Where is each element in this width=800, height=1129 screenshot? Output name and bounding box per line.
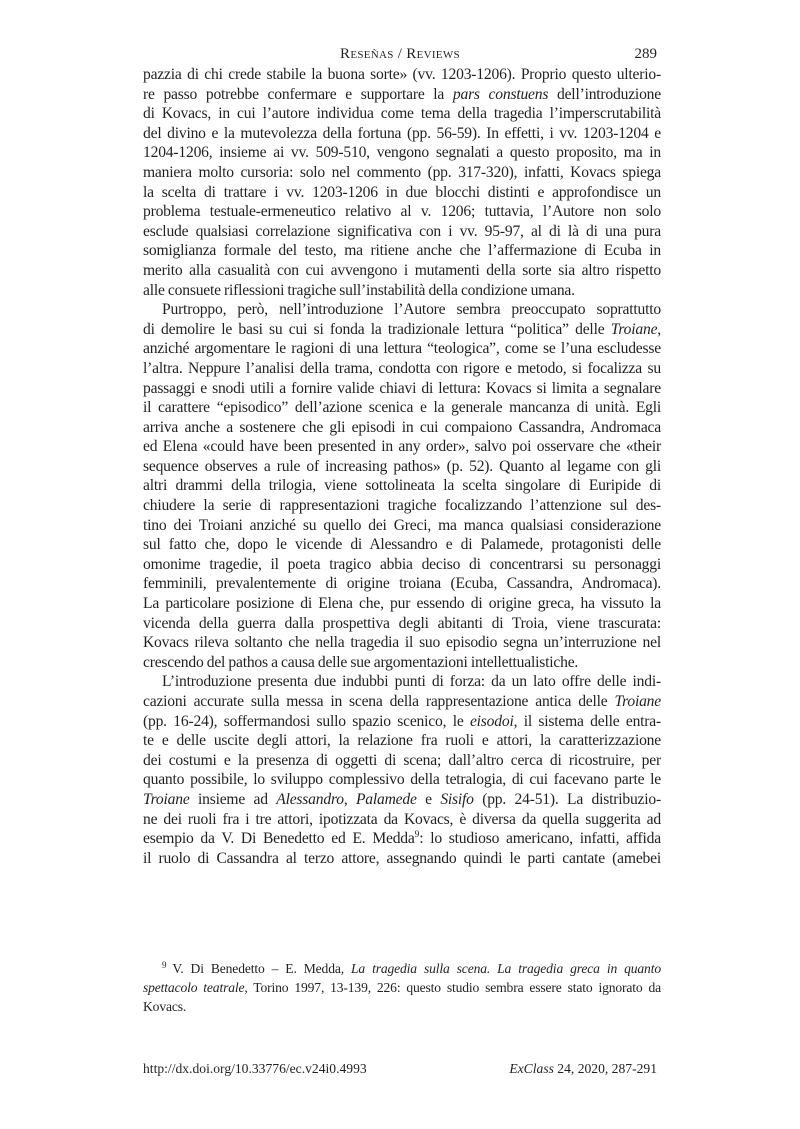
text-run: dell’introduzione	[548, 85, 661, 103]
text-line	[143, 535, 661, 555]
text-run: esclude qualsiasi correlazione significativa con i vv. 95-97, al di là di una pura	[143, 222, 661, 240]
text-run: Troiane	[143, 790, 190, 808]
text-run: femminili, prevalentemente di origine troiana (Ecuba, Cassandra, Andromaca).	[143, 575, 661, 593]
text-line	[143, 379, 661, 399]
footnote	[143, 959, 661, 1016]
text-line	[143, 241, 661, 261]
page-footer	[143, 1061, 657, 1081]
text-line	[143, 398, 661, 418]
text-run: ne dei ruoli fra i tre attori, ipotizzata da Kovacs, è diversa da quella suggerita ad	[143, 810, 661, 828]
text-run: somiglianza formale del testo, ma ritiene anche che l’affermazione di Ecuba in	[143, 242, 661, 260]
text-run: insieme ad	[189, 790, 277, 808]
text-line	[143, 359, 661, 379]
text-run: di demolire le basi su cui si fonda la tradizionale lettura “politica” delle	[143, 320, 611, 338]
text-run: Alessandro	[276, 790, 344, 808]
text-run: pazzia di chi crede stabile la buona sorte» (vv. 1203-1206). Proprio questo ulterio-	[143, 66, 661, 83]
text-run: la scelta di trattare i vv. 1203-1206 in due blocchi distinti e approfondisce un	[143, 183, 661, 201]
text-run: Troiane	[614, 693, 661, 710]
text-line	[143, 829, 661, 849]
text-run: ,	[343, 790, 356, 808]
text-run: alle consuete riflessioni tragiche sull’instabilità della condizione umana.	[143, 281, 575, 299]
text-run: tino dei Troiani anziché su quello dei Greci, ma manca qualsiasi considerazione	[143, 516, 661, 534]
paragraph	[143, 672, 661, 868]
text-run: 1204-1206, insieme ai vv. 509-510, vengono segnalati a questo proposito, ma in	[143, 144, 661, 162]
text-line	[143, 457, 661, 477]
journal-citation	[509, 1061, 657, 1077]
text-run: pars constuens	[452, 85, 549, 103]
text-run: spettacolo teatrale	[143, 980, 245, 995]
text-line	[143, 339, 661, 359]
text-run: La tragedia sulla scena. La tragedia greca in quanto	[351, 961, 661, 976]
text-run: maniera molto cursoria: solo nel commento (pp. 317-320), infatti, Kovacs spiega	[143, 163, 661, 181]
text-line	[143, 672, 661, 692]
text-line	[143, 770, 661, 790]
text-run: del divino e la mutevolezza della fortuna (pp. 56-59). In effetti, i vv. 1203-1204 e	[143, 124, 661, 142]
text-line	[143, 65, 661, 85]
text-run: ed Elena «could have been presented in any order», salvo poi osservare che «their	[143, 438, 661, 456]
text-line	[143, 104, 661, 124]
text-line	[143, 476, 661, 496]
text-run: V. Di Benedetto – E. Medda,	[172, 961, 351, 976]
text-line	[143, 555, 661, 575]
paragraph	[143, 300, 661, 672]
text-line	[143, 143, 661, 163]
running-title: Reseñas / Reviews	[340, 46, 460, 62]
text-run: ,	[657, 320, 661, 338]
text-run: sequence observes a rule of increasing pathos» (p. 52). Quanto al legame con gli	[143, 457, 661, 475]
footnote-ref: 9	[414, 830, 420, 841]
text-line	[143, 594, 661, 614]
text-line	[143, 163, 661, 183]
text-run: Kovacs.	[143, 999, 187, 1014]
text-run: sul fatto che, dopo le vicende di Alessandro e di Palamede, protagonisti delle	[143, 536, 661, 554]
text-run: il carattere “episodico” dell’azione scenica e la generale mancanza di unità. Egli	[143, 399, 661, 417]
text-run: Sisifo	[440, 790, 474, 808]
text-line	[143, 202, 661, 222]
text-run: Palamede	[355, 790, 417, 808]
paragraph	[143, 65, 661, 300]
text-run: te e delle uscite degli attori, la relazione fra ruoli e attori, la caratterizzazione	[143, 732, 661, 750]
text-run: esempio da V. Di Benedetto ed E. Medda	[143, 830, 415, 848]
text-run: (pp. 16-24), soffermandosi sullo spazio scenico, le	[143, 712, 470, 730]
doi-link[interactable]: http://dx.doi.org/10.33776/ec.v24i0.4993	[143, 1061, 367, 1076]
text-line	[143, 183, 661, 203]
text-run: omonime tragedie, il poeta tragico abbia deciso di concentrarsi su personaggi	[143, 555, 661, 573]
text-line	[143, 712, 661, 732]
text-line	[143, 692, 661, 712]
text-line	[143, 85, 661, 105]
text-run: arriva anche a sostenere che gli episodi in cui compaiono Cassandra, Andromaca	[143, 418, 661, 436]
text-run: Troiane	[610, 320, 658, 338]
text-run: quanto possibile, lo sviluppo complessivo della tetralogia, di cui facevano parte le	[143, 771, 661, 789]
text-line	[143, 281, 661, 301]
text-line	[143, 437, 661, 457]
text-line	[143, 320, 661, 340]
text-line	[143, 418, 661, 438]
text-run: vicenda della guerra dalla prospettiva degli abitanti di Troia, viene trascurata:	[143, 614, 661, 632]
footnote-line	[143, 959, 661, 978]
text-run: di Kovacs, in cui l’autore individua come tema della tragedia l’imperscrutabilità	[143, 105, 661, 123]
text-run: e	[416, 790, 441, 808]
text-run: anziché argomentare le ragioni di una lettura “teologica”, come se l’una escludesse	[143, 340, 661, 358]
text-run: , il sistema delle entra-	[513, 712, 662, 730]
text-run: Kovacs rileva soltanto che nella tragedia il suo episodio segna un’interruzione nel	[143, 634, 661, 652]
text-line	[143, 516, 661, 536]
page-number: 289	[634, 46, 657, 62]
body-text	[143, 65, 661, 868]
text-run: passaggi e snodi utili a fornire valide chiavi di lettura: Kovacs si limita a segnalare	[143, 379, 661, 397]
text-run: problema testuale-ermeneutico relativo al v. 1206; tuttavia, l’Autore non solo	[143, 203, 661, 221]
text-run: cazioni accurate sulla messa in scena della rappresentazione antica delle	[143, 693, 615, 710]
text-run: altri drammi della trilogia, viene sottolineata la scelta singolare di Euripide di	[143, 477, 661, 495]
text-line	[143, 849, 661, 869]
text-run: , Torino 1997, 13-139, 226: questo studio sembra essere stato ignorato da	[244, 980, 661, 995]
text-line	[143, 731, 661, 751]
journal-volume: 24, 2020, 287-291	[553, 1061, 657, 1076]
text-run: crescendo del pathos a causa delle sue argomentazioni intellettualistiche.	[143, 653, 579, 671]
text-run: dei costumi e la presenza di oggetti di scena; dall’altro cerca di ricostruire, per	[143, 751, 661, 769]
text-run: La particolare posizione di Elena che, pur essendo di origine greca, ha vissuto la	[143, 595, 661, 613]
text-run: eisodoi	[469, 712, 514, 730]
text-run: chiudere la serie di rappresentazioni tragiche focalizzando l’attenzione sul des-	[143, 497, 661, 515]
footnote-line	[143, 978, 661, 997]
text-run: merito alla casualità con cui avvengono i mutamenti della sorte sia altro rispetto	[143, 261, 661, 279]
footnote-line	[143, 997, 661, 1016]
text-run: l’altra. Neppure l’analisi della trama, condotta con rigore e metodo, si focalizza su	[143, 359, 661, 377]
text-run: re passo potrebbe confermare e supportare la	[143, 85, 453, 103]
text-run: (pp. 24-51). La distribuzio-	[473, 790, 661, 808]
text-line	[143, 810, 661, 830]
text-line	[143, 614, 661, 634]
journal-name: ExClass	[509, 1061, 554, 1076]
text-line	[143, 633, 661, 653]
text-line	[143, 300, 661, 320]
text-line	[143, 261, 661, 281]
text-run: il ruolo di Cassandra al terzo attore, assegnando quindi le parti cantate (amebei	[143, 849, 661, 867]
text-run: : lo studioso americano, infatti, affida	[419, 830, 662, 848]
footnote-number: 9	[162, 960, 167, 970]
text-line	[143, 574, 661, 594]
text-line	[143, 496, 661, 516]
text-line	[143, 124, 661, 144]
text-run: L’introduzione presenta due indubbi punti di forza: da un lato offre delle indi-	[162, 673, 661, 691]
text-run: Purtroppo, però, nell’introduzione l’Autore sembra preoccupato soprattutto	[162, 301, 661, 319]
text-line	[143, 222, 661, 242]
text-line	[143, 653, 661, 673]
text-line	[143, 790, 661, 810]
text-line	[143, 751, 661, 771]
